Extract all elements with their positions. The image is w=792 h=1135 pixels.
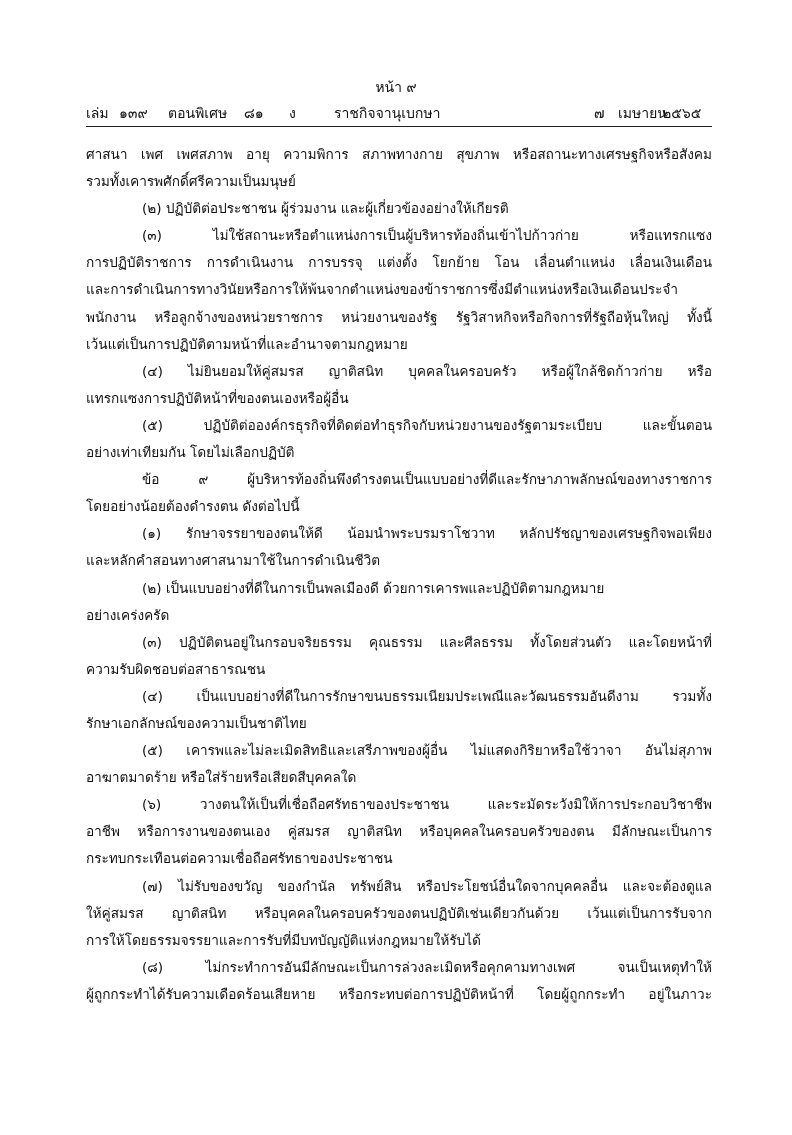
publish-year: ๒๕๖๕ [662, 106, 702, 122]
text-line: (๔) ไม่ยินยอมให้คู่สมรส ญาติสนิท บุคคลในครอบครัว หรือผู้ใกล้ชิดก้าวก่าย หรือ [142, 363, 712, 380]
text-line: (๗) ไม่รับของขวัญ ของกำนัล ทรัพย์สิน หรือประโยชน์อื่นใดจากบุคคลอื่น และจะต้องดูแล [142, 878, 712, 895]
text-line: ความรับผิดชอบต่อสาธารณชน [86, 661, 266, 678]
text-line: (๓) ไม่ใช้สถานะหรือตำแหน่งการเป็นผู้บริหารท้องถิ่นเข้าไปก้าวก่าย หรือแทรกแซง [142, 228, 712, 245]
text-line: อาชีพ หรือการงานของตนเอง คู่สมรส ญาติสนิท หรือบุคคลในครอบครัวของตน มีลักษณะเป็นการ [86, 824, 712, 841]
text-line: และหลักคำสอนทางศาสนามาใช้ในการดำเนินชีวิต [86, 553, 381, 570]
gazette-header [86, 104, 712, 127]
text-line: ให้คู่สมรส ญาติสนิท หรือบุคคลในครอบครัวของตนปฏิบัติเช่นเดียวกันด้วย เว้นแต่เป็นการรับจาก [86, 905, 712, 922]
text-line: (๔) เป็นแบบอย่างที่ดีในการรักษาขนบธรรมเนียมประเพณีและวัฒนธรรมอันดีงาม รวมทั้ง [142, 688, 712, 705]
volume-label: เล่ม [86, 106, 109, 122]
text-line: (๖) วางตนให้เป็นที่เชื่อถือศรัทธาของประชาชน และระมัดระวังมิให้การประกอบวิชาชีพ [142, 797, 712, 814]
issue-number: ๘๑ [244, 106, 264, 122]
issue-part: ง [289, 106, 296, 122]
volume-number: ๑๓๙ [119, 106, 148, 122]
text-line: กระทบกระเทือนต่อความเชื่อถือศรัทธาของประชาชน [86, 851, 393, 868]
publish-month: เมษายน [618, 106, 667, 122]
text-line: (๒) ปฏิบัติต่อประชาชน ผู้ร่วมงาน และผู้เกี่ยวข้องอย่างให้เกียรติ [142, 201, 509, 218]
gazette-title: ราชกิจจานุเบกษา [334, 106, 441, 122]
text-line: รวมทั้งเคารพศักดิ์ศรีความเป็นมนุษย์ [86, 174, 296, 191]
text-line: เว้นแต่เป็นการปฏิบัติตามหน้าที่และอำนาจตามกฎหมาย [86, 336, 408, 353]
text-line: พนักงาน หรือลูกจ้างของหน่วยราชการ หน่วยงานของรัฐ รัฐวิสาหกิจหรือกิจการที่รัฐถือหุ้นใหญ่ ทั้งนี้ [86, 309, 712, 326]
text-line: การให้โดยธรรมจรรยาและการรับที่มีบทบัญญัติแห่งกฎหมายให้รับได้ [86, 932, 481, 949]
document-body [86, 142, 712, 1009]
special-issue-label: ตอนพิเศษ [168, 106, 228, 122]
text-line: ข้อ ๙ ผู้บริหารท้องถิ่นพึงดำรงตนเป็นแบบอย่างที่ดีและรักษาภาพลักษณ์ของทางราชการ [142, 472, 712, 489]
publish-day: ๗ [594, 106, 605, 122]
text-line: (๘) ไม่กระทำการอันมีลักษณะเป็นการล่วงละเมิดหรือคุกคามทางเพศ จนเป็นเหตุทำให้ [142, 959, 712, 976]
text-line: อย่างเคร่งครัด [86, 607, 170, 624]
text-line: รักษาเอกลักษณ์ของความเป็นชาติไทย [86, 715, 307, 732]
text-line: การปฏิบัติราชการ การดำเนินงาน การบรรจุ แต่งตั้ง โยกย้าย โอน เลื่อนตำแหน่ง เลื่อนเงินเดือน [86, 255, 712, 272]
text-line: อย่างเท่าเทียมกัน โดยไม่เลือกปฏิบัติ [86, 445, 295, 462]
text-line: (๕) ปฏิบัติต่อองค์กรธุรกิจที่ติดต่อทำธุรกิจกับหน่วยงานของรัฐตามระเบียบ และขั้นตอน [142, 417, 712, 434]
text-line: ผู้ถูกกระทำได้รับความเดือดร้อนเสียหาย หรือกระทบต่อการปฏิบัติหน้าที่ โดยผู้ถูกกระทำ อยู่ในภาวะ [86, 986, 712, 1003]
text-line: และการดำเนินการทางวินัยหรือการให้พ้นจากตำแหน่งของข้าราชการซึ่งมีตำแหน่งหรือเงินเดือนประจำ [86, 282, 678, 299]
text-line: แทรกแซงการปฏิบัติหน้าที่ของตนเองหรือผู้อื่น [86, 390, 349, 407]
page-number: หน้า ๙ [375, 80, 417, 96]
text-line: (๓) ปฏิบัติตนอยู่ในกรอบจริยธรรม คุณธรรม และศีลธรรม ทั้งโดยส่วนตัว และโดยหน้าที่ [142, 634, 712, 651]
text-line: (๒) เป็นแบบอย่างที่ดีในการเป็นพลเมืองดี ด้วยการเคารพและปฏิบัติตามกฎหมาย [142, 580, 605, 597]
text-line: ศาสนา เพศ เพศสภาพ อายุ ความพิการ สภาพทางกาย สุขภาพ หรือสถานะทางเศรษฐกิจหรือสังคม [86, 147, 712, 163]
text-line: อาฆาตมาดร้าย หรือใส่ร้ายหรือเสียดสีบุคคลใด [86, 770, 357, 787]
text-line: โดยอย่างน้อยต้องดำรงตน ดังต่อไปนี้ [86, 499, 300, 516]
text-line: (๑) รักษาจรรยาของตนให้ดี น้อมนำพระบรมราโชวาท หลักปรัชญาของเศรษฐกิจพอเพียง [142, 526, 712, 543]
text-line: (๕) เคารพและไม่ละเมิดสิทธิและเสรีภาพของผู้อื่น ไม่แสดงกิริยาหรือใช้วาจา อันไม่สุภาพ [142, 743, 712, 760]
